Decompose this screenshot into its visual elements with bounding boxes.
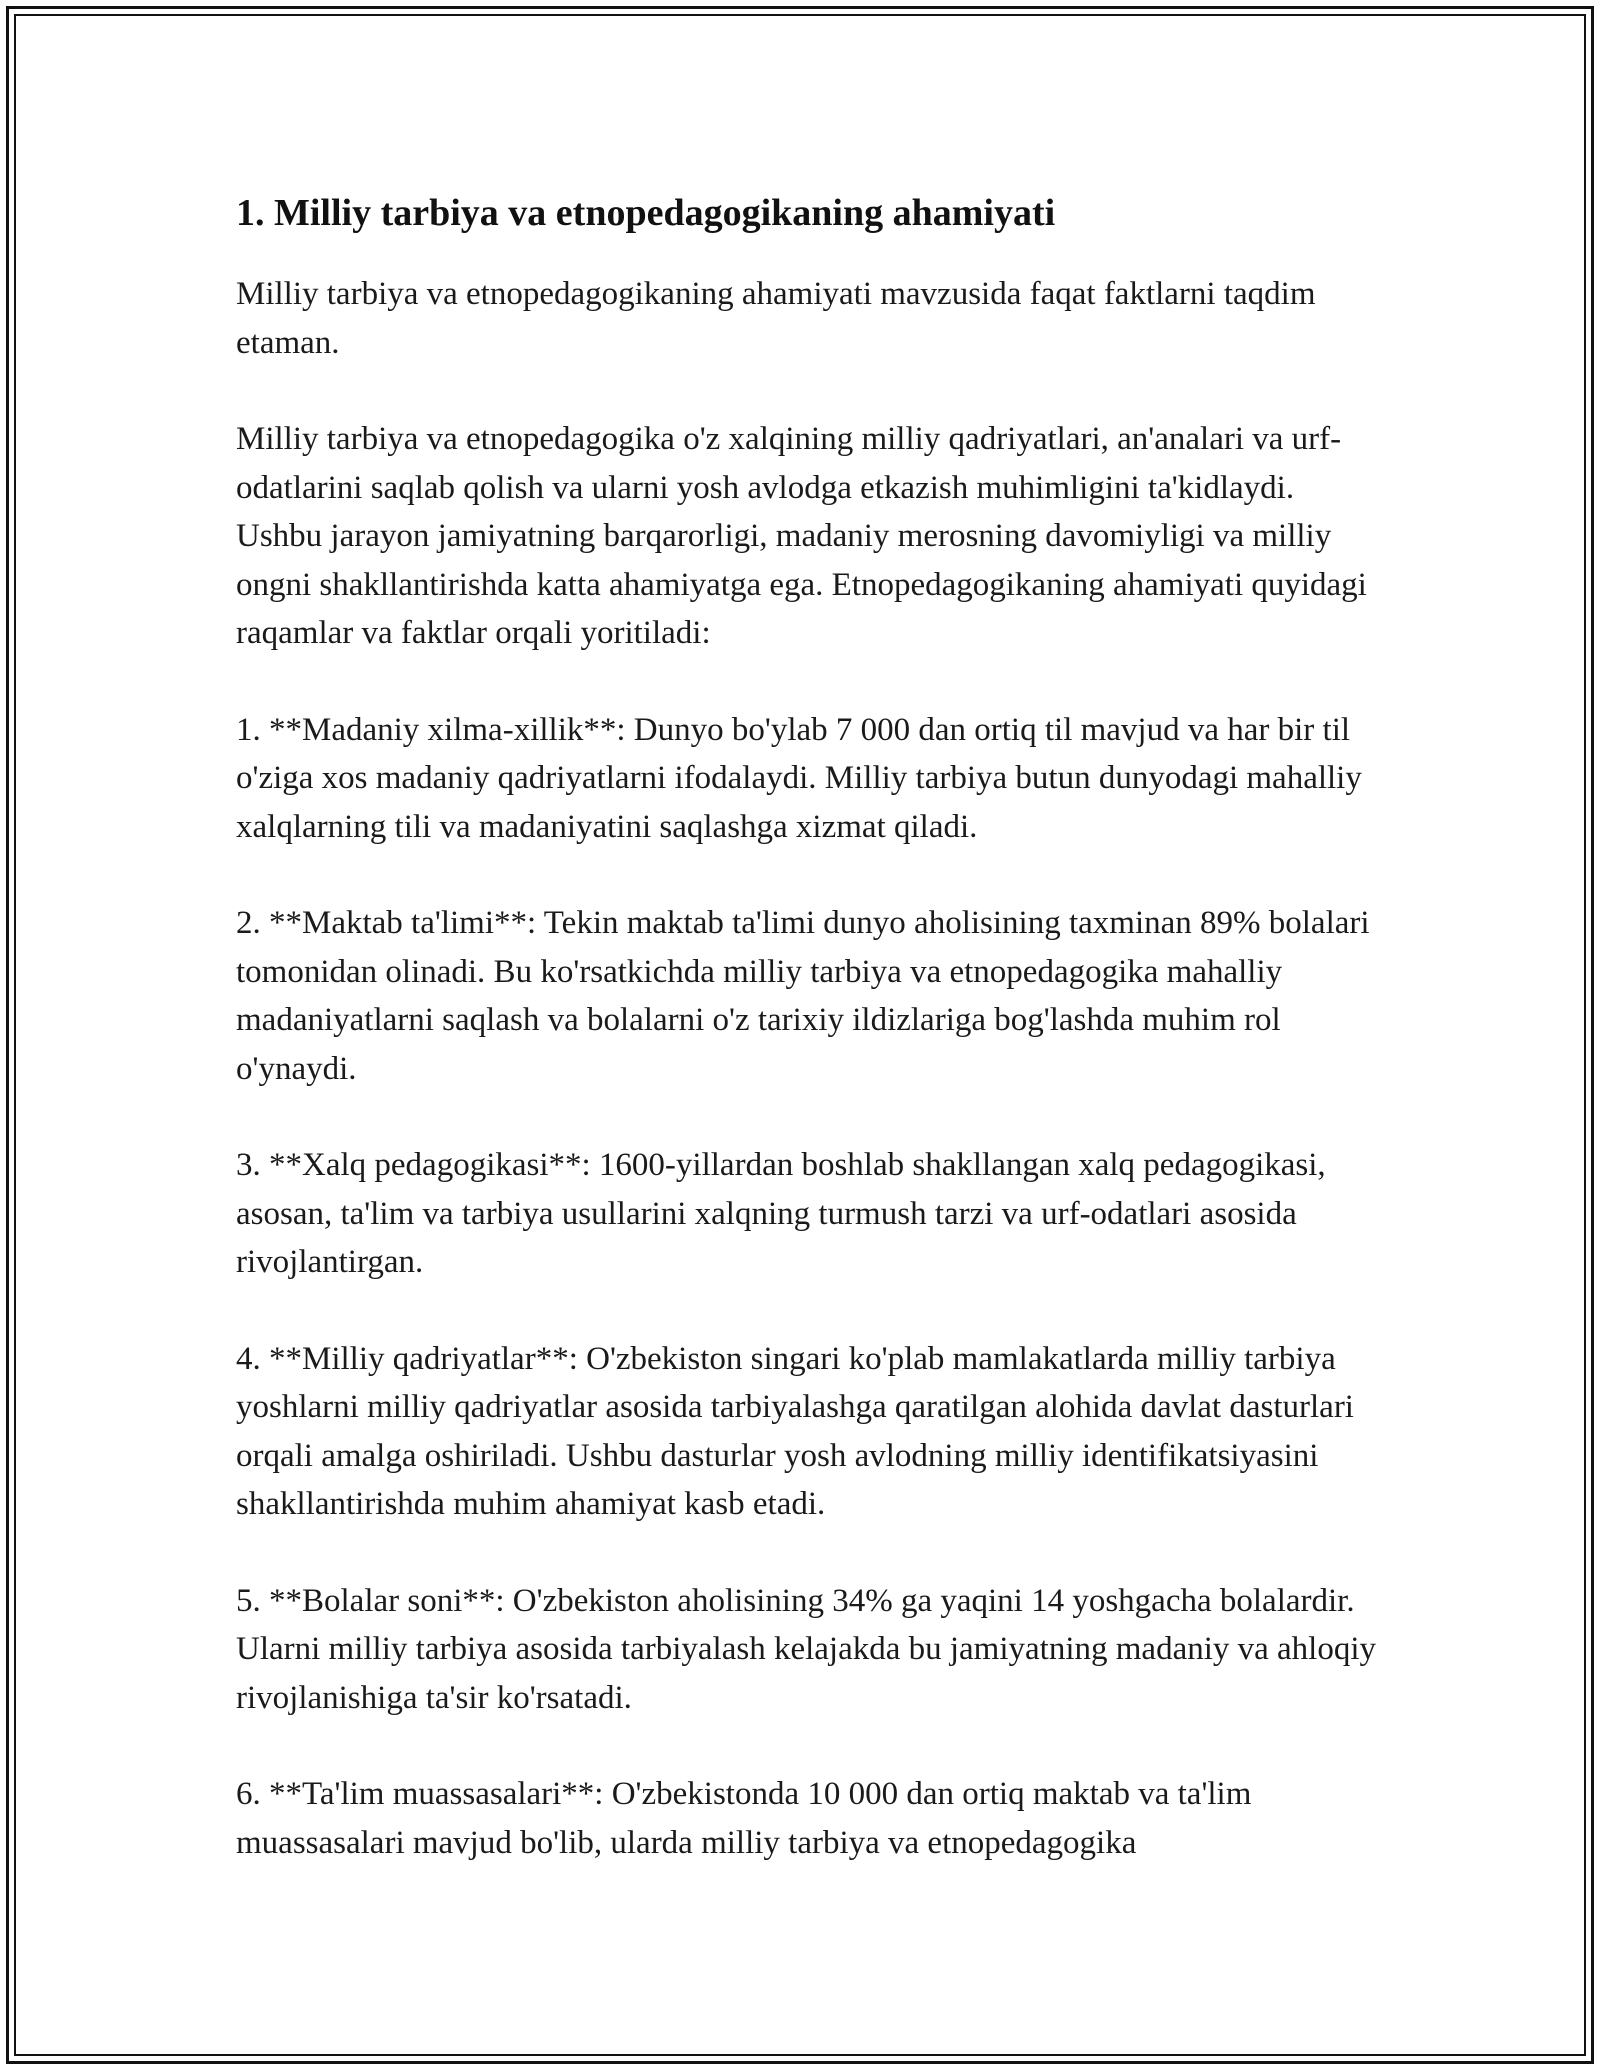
- list-item-school-education: 2. **Maktab ta'limi**: Tekin maktab ta'limi dunyo aholisining taxminan 89% bolalari tomonidan olinadi. Bu ko'rsatkichda milliy tarbiya va etnopedagogika mahalliy madaniyatlarni saqlash va bolalarni o'z tarixiy ildizlariga bog'lashda muhim rol o'ynaydi.: [236, 905, 1370, 1087]
- section-heading: 1. Milliy tarbiya va etnopedagogikaning ahamiyati: [236, 192, 1056, 234]
- list-item-national-values: 4. **Milliy qadriyatlar**: O'zbekiston singari ko'plab mamlakatlarda milliy tarbiya yoshlarni milliy qadriyatlar asosida tarbiyalashga qaratilgan alohida davlat dasturlari orqali amalga oshiriladi. Ushbu dasturlar yosh avlodning milliy identifikatsiyasini shakllantirishda muhim ahamiyat kasb etadi.: [236, 1340, 1354, 1522]
- document-body: [236, 188, 1376, 1915]
- list-item-children-count: 5. **Bolalar soni**: O'zbekiston aholisining 34% ga yaqini 14 yoshgacha bolalardir. Ularni milliy tarbiya asosida tarbiyalash kelajakda bu jamiyatning madaniy va ahloqiy rivojlanishiga ta'sir ko'rsatadi.: [236, 1582, 1377, 1716]
- list-item-educational-institutions: 6. **Ta'lim muassasalari**: O'zbekistonda 10 000 dan ortiq maktab va ta'lim muassasalari mavjud bo'lib, ularda milliy tarbiya va etnopedagogika: [236, 1776, 1252, 1861]
- paragraph-intro: Milliy tarbiya va etnopedagogikaning ahamiyati mavzusida faqat faktlarni taqdim etaman.: [236, 276, 1316, 361]
- list-item-folk-pedagogy: 3. **Xalq pedagogikasi**: 1600-yillardan boshlab shakllangan xalq pedagogikasi, asosan, ta'lim va tarbiya usullarini xalqning turmush tarzi va urf-odatlari asosida rivojlantirgan.: [236, 1147, 1326, 1280]
- paragraph-overview: Milliy tarbiya va etnopedagogika o'z xalqining milliy qadriyatlari, an'analari va urf-odatlarini saqlab qolish va ularni yosh avlodga etkazish muhimligini ta'kidlaydi. Ushbu jarayon jamiyatning barqarorligi, madaniy merosning davomiyligi va milliy ongni shakllantirishda katta ahamiyatga ega. Etnopedagogikaning ahamiyati quyidagi raqamlar va faktlar orqali yoritiladi:: [236, 421, 1367, 651]
- list-item-cultural-diversity: 1. **Madaniy xilma-xillik**: Dunyo bo'ylab 7 000 dan ortiq til mavjud va har bir til o'ziga xos madaniy qadriyatlarni ifodalaydi. Milliy tarbiya butun dunyodagi mahalliy xalqlarning tili va madaniyatini saqlashga xizmat qiladi.: [236, 711, 1362, 845]
